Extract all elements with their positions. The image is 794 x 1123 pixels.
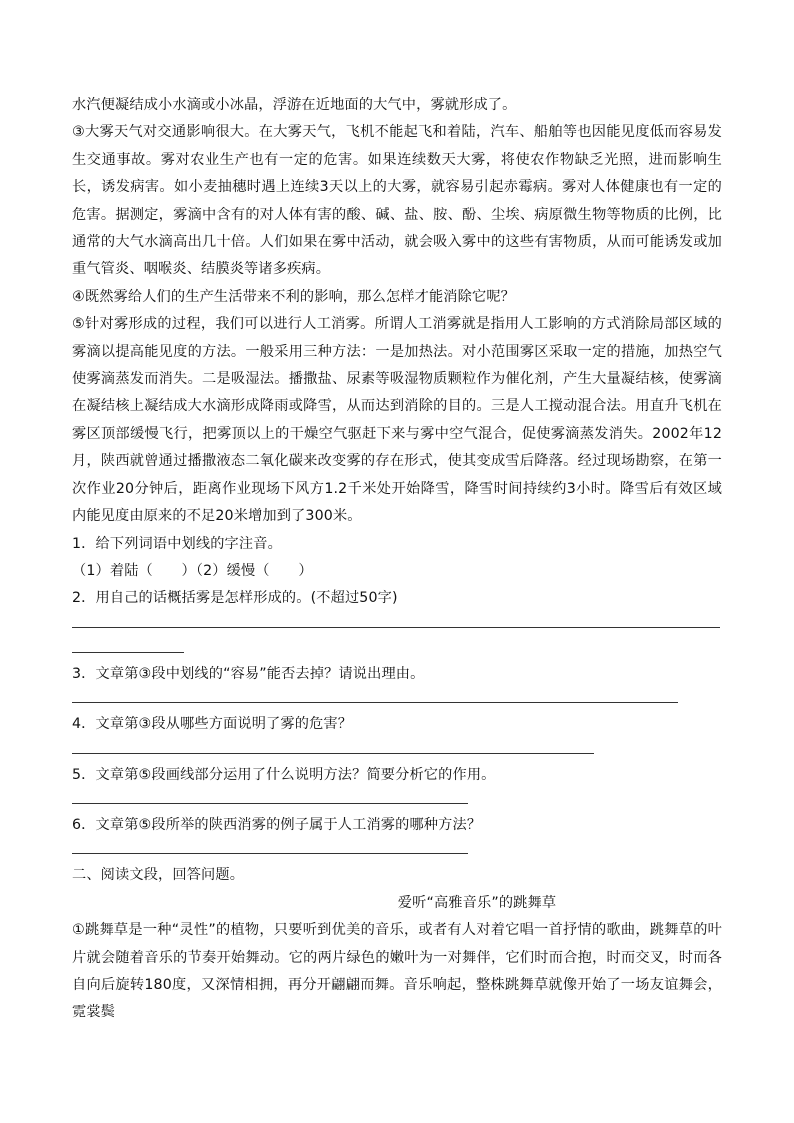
question-3: 3．文章第③段中划线的“容易”能否去掉？请说出理由。 bbox=[72, 665, 425, 682]
question-4: 4．文章第③段从哪些方面说明了雾的危害？ bbox=[72, 716, 353, 733]
passage-paragraph-5: ⑤针对雾形成的过程，我们可以进行人工消雾。所谓人工消雾就是指用人工影响的方式消除局部区域的雾滴以提高能见度的方法。一般采用三种方法：一是加热法。对小范围雾区采取一定的措施，加热空气使雾滴蒸发而消失。二是吸湿法。播撒盐、尿素等吸湿物质颗粒作为催化剂，产生大量凝结核，使雾滴在凝结核上凝结成大水滴形成降雨或降雪，从而达到消除的目的。三是人工搅动混合法。用直升飞机在雾区顶部缓慢飞行，把雾顶以上的干燥空气驱赶下来与雾中空气混合，促使雾滴蒸发消失。2002年12月，陕西就曾通过播撒液态二氧化碳来改变雾的存在形式，使其变成雪后降落。经过现场勘察，在第一次作业20分钟后，距离作业现场下风方1.2千米处开始降雪，降雪时间持续约3小时。降雪后有效区域内能见度由原来的不足20米增加到了300米。 bbox=[72, 316, 722, 525]
section-two-title: 爱听“高雅音乐”的跳舞草 bbox=[397, 894, 557, 911]
spacer bbox=[72, 839, 722, 853]
question-1-items: （1）着陆（ ）（2）缓慢（ ） bbox=[72, 562, 313, 579]
question-1: 1．给下列词语中划线的字注音。 bbox=[72, 535, 282, 552]
spacer bbox=[72, 688, 722, 702]
section-two-heading: 二、阅读文段，回答问题。 bbox=[72, 867, 245, 884]
document-content bbox=[72, 92, 722, 1027]
spacer bbox=[72, 628, 722, 652]
spacer bbox=[72, 613, 722, 627]
spacer bbox=[72, 754, 722, 762]
passage-paragraph-4: ④既然雾给人们的生产生活带来不利的影响，那么怎样才能消除它呢？ bbox=[72, 288, 515, 305]
spacer bbox=[72, 854, 722, 862]
section-two-paragraph-1: ①跳舞草是一种“灵性”的植物，只要听到优美的音乐，或者有人对着它唱一首抒情的歌曲，跳舞草的叶片就会随着音乐的节奏开始舞动。它的两片绿色的嫩叶为一对舞伴，它们时而合抱，时而交叉，时而各自向后旋转180度，又深情相拥，再分开翩翩而舞。音乐响起，整株跳舞草就像开始了一场友谊舞会，霓裳鬓 bbox=[72, 922, 722, 1021]
passage-paragraph-intro-tail: 水汽便凝结成小水滴或小冰晶，浮游在近地面的大气中，雾就形成了。 bbox=[72, 97, 517, 113]
spacer bbox=[72, 653, 722, 661]
passage-paragraph-3: ③大雾天气对交通影响很大。在大雾天气，飞机不能起飞和着陆，汽车、船舶等也因能见度低而容易发生交通事故。雾对农业生产也有一定的危害。如果连续数天大雾，将使农作物缺乏光照，进而影响生长，诱发病害。如小麦抽穗时遇上连续3天以上的大雾，就容易引起赤霉病。雾对人体健康也有一定的危害。据测定，雾滴中含有的对人体有害的酸、碱、盐、胺、酚、尘埃、病原微生物等物质的比例，比通常的大气水滴高出几十倍。人们如果在雾中活动，就会吸入雾中的这些有害物质，从而可能诱发或加重气管炎、咽喉炎、结膜炎等诸多疾病。 bbox=[72, 124, 722, 278]
spacer bbox=[72, 789, 722, 803]
spacer bbox=[72, 804, 722, 812]
spacer bbox=[72, 739, 722, 753]
question-2: 2．用自己的话概括雾是怎样形成的。(不超过50字) bbox=[72, 590, 398, 607]
spacer bbox=[72, 703, 722, 711]
question-5: 5．文章第⑤段画线部分运用了什么说明方法？简要分析它的作用。 bbox=[72, 766, 496, 783]
question-6: 6．文章第⑤段所举的陕西消雾的例子属于人工消雾的哪种方法？ bbox=[72, 816, 482, 833]
